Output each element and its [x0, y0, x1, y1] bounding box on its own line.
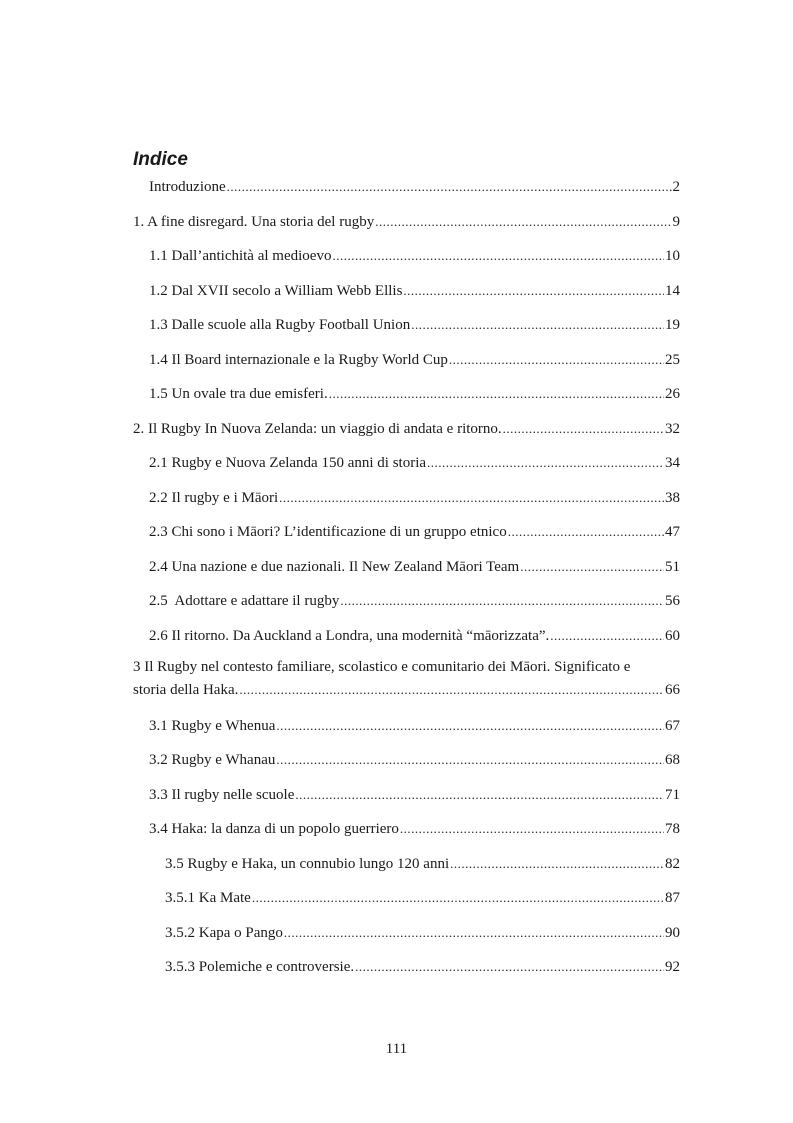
toc-entry-2-5[interactable] [149, 591, 680, 611]
toc-entry-3-5[interactable] [165, 854, 680, 874]
toc-page-number: 66 [665, 682, 680, 698]
toc-page-number: 14 [665, 283, 680, 299]
toc-title: 3.5.2 Kapa o Pango [165, 925, 283, 941]
toc-page-number: 25 [665, 352, 680, 368]
toc-page-number: 78 [665, 821, 680, 837]
toc-entry-3-5-2[interactable] [165, 923, 680, 943]
toc-page-number: 68 [665, 752, 680, 768]
toc-title: 3.5.1 Ka Mate [165, 890, 251, 906]
toc-leader-dots [252, 888, 664, 907]
toc-leader-dots [427, 453, 664, 472]
toc-leader-dots [449, 350, 664, 369]
toc-leader-dots [450, 854, 664, 873]
toc-title: 1.1 Dall’antichità al medioevo [149, 248, 332, 264]
toc-entry-2-2[interactable] [149, 488, 680, 508]
toc-title: 1. A fine disregard. Una storia del rugby [133, 214, 375, 230]
toc-leader-dots [411, 315, 664, 334]
toc-title: 1.2 Dal XVII secolo a William Webb Ellis [149, 283, 403, 299]
toc-title: 2.3 Chi sono i Māori? L’identificazione di un gruppo etnico [149, 524, 507, 540]
toc-leader-dots [503, 419, 664, 438]
toc-leader-dots [295, 785, 664, 804]
toc-entry-2-1[interactable] [149, 453, 680, 473]
toc-title: 2.6 Il ritorno. Da Auckland a Londra, una modernità “māorizzata”. [149, 628, 550, 644]
toc-leader-dots [355, 957, 664, 976]
toc-title: 3.2 Rugby e Whanau [149, 752, 276, 768]
page-number: 111 [385, 1041, 408, 1057]
toc-title: 1.5 Un ovale tra due emisferi. [149, 386, 328, 402]
toc-page-number: 90 [665, 925, 680, 941]
toc-entry-chapter-3[interactable] [133, 658, 680, 700]
toc-title-line-1: 3 Il Rugby nel contesto familiare, scolastico e comunitario dei Māori. Significato e [133, 659, 631, 675]
toc-page-number: 19 [665, 317, 680, 333]
toc-page-number: 10 [665, 248, 680, 264]
toc-title: 2.5 Adottare e adattare il rugby [149, 593, 340, 609]
toc-title: 3.5 Rugby e Haka, un connubio lungo 120 anni [165, 856, 450, 872]
toc-leader-dots [400, 819, 664, 838]
toc-title: 3.3 Il rugby nelle scuole [149, 787, 295, 803]
toc-entry-introduzione[interactable] [149, 177, 680, 197]
toc-page-number: 67 [665, 718, 680, 734]
toc-page-number: 82 [665, 856, 680, 872]
toc-leader-dots [227, 177, 672, 196]
toc-page-number: 38 [665, 490, 680, 506]
toc-entry-3-2[interactable] [149, 750, 680, 770]
toc-title: 1.3 Dalle scuole alla Rugby Football Union [149, 317, 411, 333]
toc-title: 2.4 Una nazione e due nazionali. Il New Zealand Māori Team [149, 559, 520, 575]
toc-entry-1-3[interactable] [149, 315, 680, 335]
toc-leader-dots [276, 750, 664, 769]
toc-page-number: 34 [665, 455, 680, 471]
toc-leader-dots [329, 384, 664, 403]
toc-title: 2.2 Il rugby e i Māori [149, 490, 279, 506]
toc-title: 3.4 Haka: la danza di un popolo guerriero [149, 821, 399, 837]
toc-title: storia della Haka. [133, 682, 239, 698]
toc-leader-dots [332, 246, 664, 265]
toc-entry-3-5-3[interactable] [165, 957, 680, 977]
toc-leader-dots [508, 522, 664, 541]
toc-page-number: 71 [665, 787, 680, 803]
toc-leader-dots [239, 680, 664, 699]
toc-entry-2-6[interactable] [149, 626, 680, 646]
toc-page-number: 2 [672, 179, 680, 195]
toc-entry-3-5-1[interactable] [165, 888, 680, 908]
toc-entry-2-3[interactable] [149, 522, 680, 542]
toc-entry-3-4[interactable] [149, 819, 680, 839]
toc-leader-dots [284, 923, 664, 942]
toc-title: 1.4 Il Board internazionale e la Rugby World Cup [149, 352, 448, 368]
toc-title: 3.1 Rugby e Whenua [149, 718, 276, 734]
toc-page-number: 32 [665, 421, 680, 437]
toc-leader-dots [520, 557, 664, 576]
toc-page-number: 60 [665, 628, 680, 644]
toc-entry-1-2[interactable] [149, 281, 680, 301]
toc-title: 2. Il Rugby In Nuova Zelanda: un viaggio di andata e ritorno. [133, 421, 502, 437]
page-title: Indice [133, 149, 188, 170]
toc-entry-1-4[interactable] [149, 350, 680, 370]
toc-page-number: 47 [665, 524, 680, 540]
toc-page-number: 87 [665, 890, 680, 906]
toc-title: 2.1 Rugby e Nuova Zelanda 150 anni di storia [149, 455, 427, 471]
toc-page-number: 26 [665, 386, 680, 402]
toc-page-number: 9 [672, 214, 680, 230]
toc-leader-dots [276, 716, 664, 735]
toc-entry-1-5[interactable] [149, 384, 680, 404]
toc-title: Introduzione [149, 179, 226, 195]
toc-entry-1-1[interactable] [149, 246, 680, 266]
toc-leader-dots [279, 488, 664, 507]
toc-leader-dots [375, 212, 671, 231]
toc-page-number: 56 [665, 593, 680, 609]
toc-leader-dots [340, 591, 664, 610]
toc-page-number: 51 [665, 559, 680, 575]
toc-leader-dots [550, 626, 664, 645]
toc-entry-3-3[interactable] [149, 785, 680, 805]
toc-page-number: 92 [665, 959, 680, 975]
toc-entry-chapter-2[interactable] [133, 419, 680, 439]
toc-leader-dots [403, 281, 664, 300]
toc-entry-3-1[interactable] [149, 716, 680, 736]
toc-entry-2-4[interactable] [149, 557, 680, 577]
toc-entry-chapter-1[interactable] [133, 212, 680, 232]
toc-title: 3.5.3 Polemiche e controversie. [165, 959, 355, 975]
